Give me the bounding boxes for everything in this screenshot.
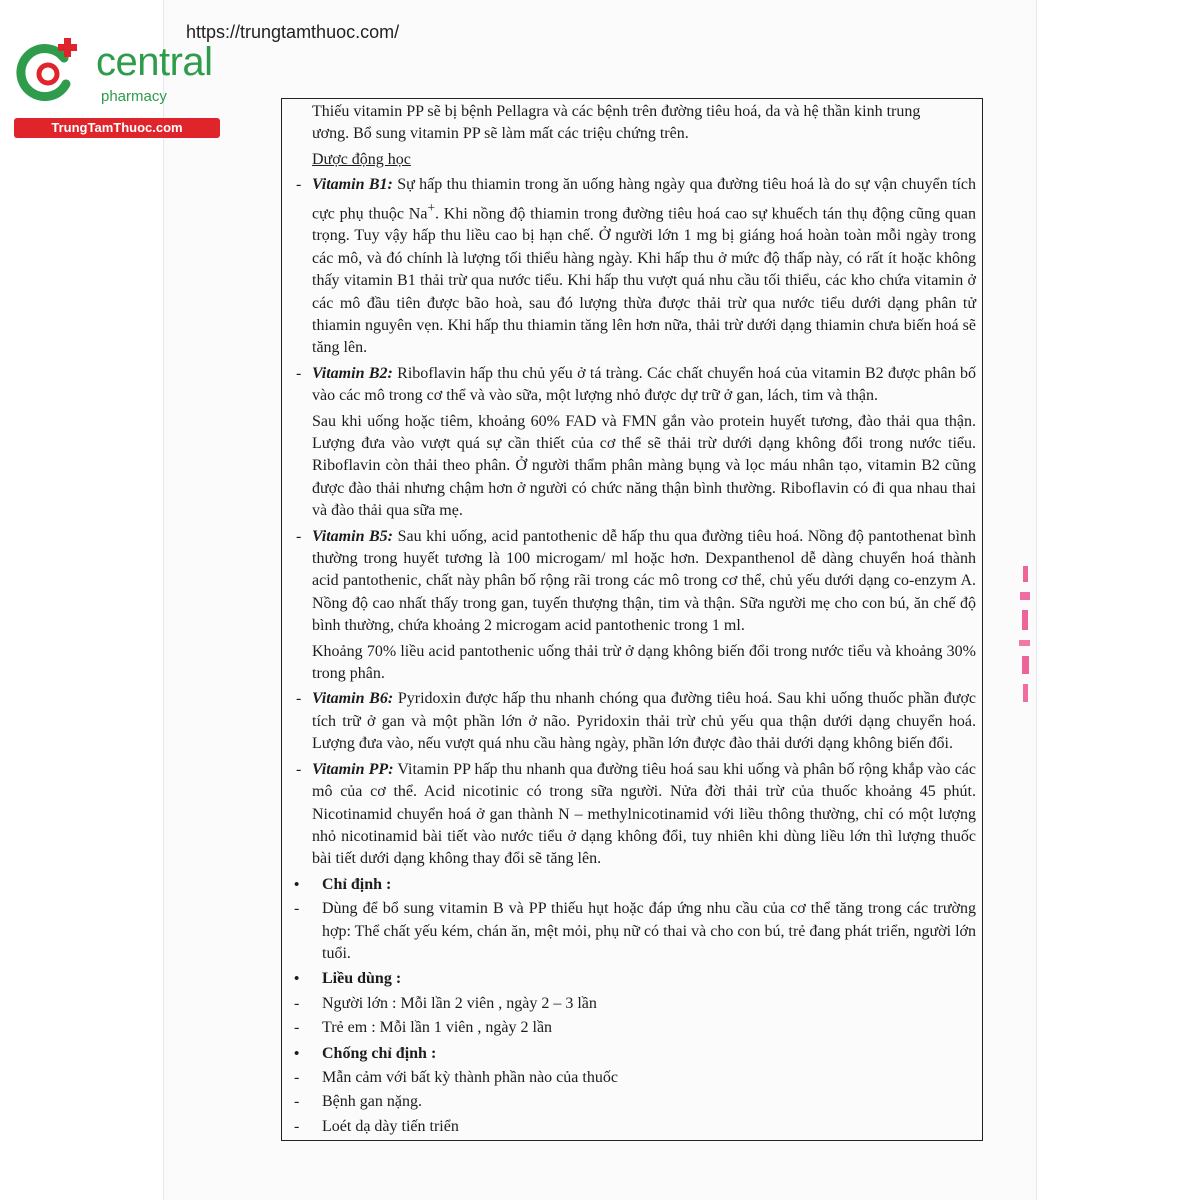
dosage-adult: [292, 993, 976, 1015]
dash-marker: -: [296, 364, 302, 382]
stamp-mark: [1014, 562, 1036, 712]
contraindication-heading: [292, 1043, 976, 1065]
vitamin-b2-label: Vitamin B2:: [312, 364, 393, 382]
vitamin-b2-text: Riboflavin hấp thu chủ yếu ở tá tràng. Các chất chuyển hoá của vitamin B2 được phân bố vào các mô trong cơ thể và vào sữa, một lượng nhỏ được dự trữ ở gan, lách, tim và thận.: [312, 364, 976, 405]
dash-marker: -: [294, 1093, 300, 1111]
dosage-adult-text: Người lớn : Mỗi lần 2 viên , ngày 2 – 3 lần: [322, 994, 597, 1012]
vitamin-b1-section: [292, 174, 976, 360]
indication-text: [292, 898, 976, 965]
contraindication-text: Loét dạ dày tiến triển: [322, 1117, 459, 1135]
vitamin-b1-label: Vitamin B1:: [312, 176, 393, 194]
vitamin-b2-section: [292, 363, 976, 408]
indication-heading: [292, 874, 976, 896]
dosage-heading-text: Liều dùng :: [322, 970, 402, 988]
dosage-child: [292, 1017, 976, 1039]
brand-tagline: pharmacy: [101, 88, 167, 105]
vitamin-pp-text: Vitamin PP hấp thu nhanh qua đường tiêu hoá sau khi uống và phân bố rộng khắp vào các mô của cơ thể. Acid nicotinic có trong sữa người. Nửa đời thải trừ của thuốc khoảng 45 phút. Nicotinamid chuyển hoá ở gan thành N – methylnicotinamid với liều thông thường, chỉ có một lượng nhỏ nicotinamid bài tiết vào nước tiểu ở dạng không đổi, tuy nhiên khi dùng liều lớn thì lượng thuốc bài tiết dưới dạng không thay đổi sẽ tăng lên.: [312, 760, 977, 868]
intro-line: ương. Bổ sung vitamin PP sẽ làm mất các triệu chứng trên.: [312, 125, 689, 143]
vitamin-b5-label: Vitamin B5:: [312, 527, 394, 545]
dash-marker: -: [294, 1068, 300, 1086]
vitamin-b1-text-cont: . Khi nồng độ thiamin trong đường tiêu hoá cao sự khuếch tán thụ động cũng quan trọng. Tuy vậy hấp thu liều cao bị hạn chế. Ở người lớn 1 mg bị giáng hoá hoàn toàn mỗi ngày trong các mô, và đó chính là lượng tối thiểu hàng ngày. Khi hấp thu ở mức độ thấp này, có rất ít hoặc không thấy vitamin B1 thải trừ qua nước tiểu. Khi hấp thu vượt quá nhu cầu tối thiểu, các kho chứa vitamin ở các mô đầu tiên được bão hoà, sau đó lượng thừa được thải trừ qua nước tiểu dưới dạng phân tử thiamin nguyên vẹn. Khi hấp thu thiamin tăng lên hơn nữa, thải trừ dưới dạng thiamin chưa biến hoá sẽ tăng lên.: [312, 204, 976, 357]
dosage-heading: [292, 968, 976, 990]
vitamin-b6-text: Pyridoxin được hấp thu nhanh chóng qua đường tiêu hoá. Sau khi uống thuốc phần được tích trữ ở gan và một phần lớn ở não. Pyridoxin thải trừ chủ yếu qua thận dưới dạng chuyển hoá. Lượng đưa vào, nếu vượt quá nhu cầu hàng ngày, phần lớn được đào thải dưới dạng không biến đổi.: [312, 690, 977, 753]
vitamin-b5-paragraph: Khoảng 70% liều acid pantothenic uống thải trừ ở dạng không biến đổi trong nước tiểu và khoảng 30% trong phân.: [312, 642, 976, 683]
vitamin-b6-section: [292, 688, 976, 755]
central-pharmacy-logo-icon: [10, 36, 86, 112]
contraindication-text: Bệnh gan nặng.: [322, 1093, 422, 1111]
contraindication-item: [292, 1116, 976, 1138]
contraindication-item: [292, 1067, 976, 1089]
indication-body: Dùng để bổ sung vitamin B và PP thiếu hụt hoặc đáp ứng nhu cầu của cơ thể tăng trong các trường hợp: Thể chất yếu kém, chán ăn, mệt mỏi, phụ nữ có thai và cho con bú, trẻ đang phát triển, người lớn tuổi.: [322, 900, 976, 962]
bullet-marker: •: [294, 1045, 300, 1062]
dash-marker: -: [294, 1019, 300, 1037]
indication-heading-text: Chỉ định :: [322, 875, 392, 893]
intro-line: Thiếu vitamin PP sẽ bị bệnh Pellagra và các bệnh trên đường tiêu hoá, da và hệ thần kinh trung: [312, 103, 921, 120]
vitamin-b2-paragraph: Sau khi uống hoặc tiêm, khoảng 60% FAD và FMN gắn vào protein huyết tương, đào thải qua thận. Lượng đưa vào vượt quá sự cần thiết của cơ thể sẽ thải trừ dưới dạng không đổi trong nước tiểu. Riboflavin còn thải theo phân. Ở người thẩm phân màng bụng và lọc máu nhân tạo, vitamin B2 cũng được đào thải nhưng chậm hơn ở người có chức năng thận bình thường. Riboflavin có đi qua nhau thai và đào thải qua sữa mẹ.: [312, 412, 976, 520]
pharmacokinetics-heading: Dược động học: [312, 150, 411, 168]
vitamin-pp-section: [292, 759, 976, 871]
vitamin-b6-label: Vitamin B6:: [312, 690, 394, 708]
dash-marker: -: [296, 527, 302, 545]
bullet-marker: •: [294, 971, 300, 988]
vitamin-pp-label: Vitamin PP:: [312, 760, 394, 778]
contraindication-heading-text: Chống chỉ định :: [322, 1044, 437, 1062]
dash-marker: -: [294, 900, 300, 918]
source-url: https://trungtamthuoc.com/: [186, 22, 400, 42]
brand-logo: [10, 36, 215, 138]
brand-name: central: [96, 40, 213, 84]
dash-marker: -: [294, 1117, 300, 1135]
dash-marker: -: [296, 760, 302, 778]
contraindication-item: [292, 1091, 976, 1113]
dash-marker: -: [294, 994, 300, 1012]
vitamin-b5-text: Sau khi uống, acid pantothenic dễ hấp thu qua đường tiêu hoá. Nồng độ pantothenat bình thường trong huyết tương là 100 microgam/ ml hoặc hơn. Dexpanthenol dễ dàng chuyển hoá thành acid pantothenic, chất này phân bố rộng rãi trong các mô trong cơ thể, chủ yếu dưới dạng co-enzym A. Nồng độ cao nhất thấy trong gan, tuyến thượng thận, tim và thận. Sữa người mẹ cho con bú, ăn chế độ bình thường, chứa khoảng 2 microgam acid pantothenic trong 1 ml.: [312, 527, 977, 635]
brand-banner: TrungTamThuoc.com: [14, 118, 220, 138]
leaflet-content: [281, 98, 983, 1141]
bullet-marker: •: [294, 876, 300, 893]
dosage-child-text: Trẻ em : Mỗi lần 1 viên , ngày 2 lần: [322, 1019, 553, 1037]
vitamin-b5-section: [292, 526, 976, 638]
sodium-superscript: +: [427, 199, 435, 215]
contraindication-text: Mẫn cảm với bất kỳ thành phần nào của thuốc: [322, 1068, 618, 1086]
vitamin-b1-text: Sự hấp thu thiamin trong ăn uống hàng ngày qua đường tiêu hoá là do sự vận chuyển tích cực phụ thuộc Na: [312, 176, 977, 222]
dash-marker: -: [296, 176, 302, 194]
dash-marker: -: [296, 690, 302, 708]
